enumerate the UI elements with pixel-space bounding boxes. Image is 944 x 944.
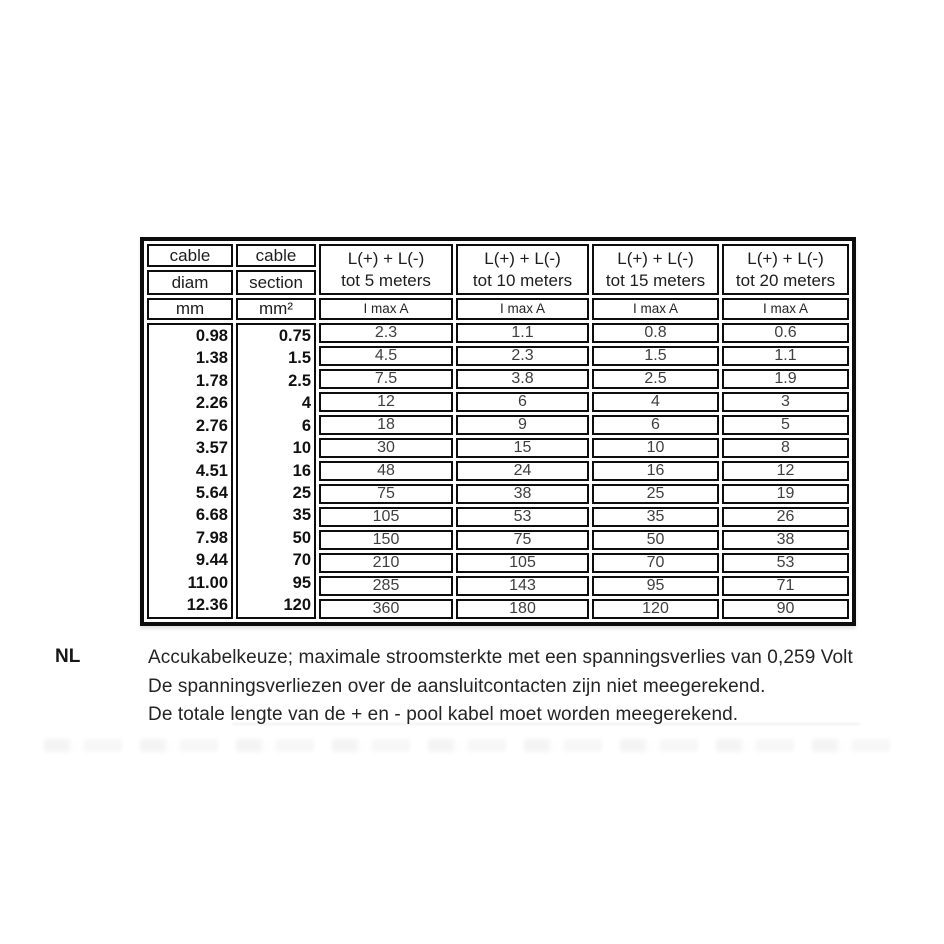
header-length-10m-line2: tot 10 meters xyxy=(472,270,573,290)
imax-cell: 9 xyxy=(456,415,589,435)
diam-value: 9.44 xyxy=(195,551,228,570)
imax-cell: 143 xyxy=(456,576,589,596)
diam-value: 4.51 xyxy=(195,461,228,480)
imax-cell: 75 xyxy=(319,484,453,504)
imax-cell: 7.5 xyxy=(319,369,453,389)
header-length-10m xyxy=(456,244,589,295)
header-col2-unit: mm² xyxy=(236,298,316,320)
diam-value: 1.38 xyxy=(195,349,228,368)
imax-cell: 16 xyxy=(592,461,719,481)
diam-value: 0.98 xyxy=(195,326,228,345)
imax-cell: 8 xyxy=(722,438,849,458)
section-value: 16 xyxy=(292,461,311,480)
scan-ghost-line xyxy=(232,723,860,725)
header-imax-5m: I max A xyxy=(319,298,453,320)
imax-cell: 105 xyxy=(456,553,589,573)
header-imax-20m: I max A xyxy=(722,298,849,320)
imax-cell: 150 xyxy=(319,530,453,550)
imax-cell: 75 xyxy=(456,530,589,550)
section-value: 1.5 xyxy=(288,349,311,368)
imax-cell: 53 xyxy=(456,507,589,527)
diam-value: 5.64 xyxy=(195,484,228,503)
table-header-row-units xyxy=(147,298,849,320)
imax-cell: 12 xyxy=(722,461,849,481)
imax-cell: 25 xyxy=(592,484,719,504)
imax-cell: 95 xyxy=(592,576,719,596)
section-values-column xyxy=(236,323,316,619)
header-length-15m-line2: tot 15 meters xyxy=(605,270,706,290)
section-value: 10 xyxy=(292,439,311,458)
header-length-15m xyxy=(592,244,719,295)
imax-cell: 0.8 xyxy=(592,323,719,343)
section-value: 6 xyxy=(301,416,311,435)
imax-cell: 15 xyxy=(456,438,589,458)
imax-cell: 30 xyxy=(319,438,453,458)
header-imax-10m: I max A xyxy=(456,298,589,320)
imax-cell: 1.5 xyxy=(592,346,719,366)
imax-cell: 10 xyxy=(592,438,719,458)
imax-cell: 2.3 xyxy=(319,323,453,343)
imax-cell: 24 xyxy=(456,461,589,481)
diam-value: 11.00 xyxy=(187,573,228,592)
table-header-row-1 xyxy=(147,244,849,267)
header-length-10m-line1: L(+) + L(-) xyxy=(484,248,561,268)
imax-cell: 48 xyxy=(319,461,453,481)
imax-cell: 38 xyxy=(722,530,849,550)
section-values-stack xyxy=(238,325,314,617)
cable-current-table xyxy=(140,237,856,626)
imax-cell: 90 xyxy=(722,599,849,619)
section-value: 4 xyxy=(301,394,311,413)
imax-cell: 360 xyxy=(319,599,453,619)
imax-cell: 1.1 xyxy=(456,323,589,343)
header-length-5m-line1: L(+) + L(-) xyxy=(347,248,425,268)
header-imax-15m: I max A xyxy=(592,298,719,320)
imax-cell: 38 xyxy=(456,484,589,504)
section-value: 0.75 xyxy=(278,326,311,345)
diam-value: 3.57 xyxy=(195,439,228,458)
imax-cell: 120 xyxy=(592,599,719,619)
section-value: 70 xyxy=(292,551,311,570)
table-row xyxy=(147,323,849,343)
header-length-15m-line1: L(+) + L(-) xyxy=(617,248,694,268)
section-value: 35 xyxy=(292,506,311,525)
header-length-5m xyxy=(319,244,453,295)
imax-cell: 1.9 xyxy=(722,369,849,389)
imax-cell: 12 xyxy=(319,392,453,412)
imax-cell: 53 xyxy=(722,553,849,573)
diam-value: 6.68 xyxy=(195,506,228,525)
imax-cell: 26 xyxy=(722,507,849,527)
footer-note-line: De totale lengte van de + en - pool kabel moet worden meegerekend. xyxy=(148,704,739,725)
section-value: 2.5 xyxy=(288,371,311,390)
imax-cell: 70 xyxy=(592,553,719,573)
imax-cell: 4 xyxy=(592,392,719,412)
footer-note-line: Accukabelkeuze; maximale stroomsterkte met een spanningsverlies van 0,259 Volt xyxy=(148,647,853,668)
imax-cell: 6 xyxy=(456,392,589,412)
section-value: 120 xyxy=(283,596,311,615)
diam-value: 12.36 xyxy=(186,596,228,615)
header-col1-mid: diam xyxy=(147,270,233,295)
imax-cell: 18 xyxy=(319,415,453,435)
imax-cell: 4.5 xyxy=(319,346,453,366)
language-label: NL xyxy=(55,646,81,667)
imax-cell: 210 xyxy=(319,553,453,573)
imax-cell: 35 xyxy=(592,507,719,527)
diam-value: 1.78 xyxy=(195,371,228,390)
section-value: 95 xyxy=(292,573,311,592)
imax-cell: 3.8 xyxy=(456,369,589,389)
imax-cell: 50 xyxy=(592,530,719,550)
header-col1-top: cable xyxy=(147,244,233,267)
header-length-20m-line1: L(+) + L(-) xyxy=(747,248,824,268)
diam-value: 2.76 xyxy=(195,416,228,435)
header-col1-unit: mm xyxy=(147,298,233,320)
header-length-20m-line2: tot 20 meters xyxy=(735,270,836,290)
imax-cell: 2.3 xyxy=(456,346,589,366)
imax-cell: 0.6 xyxy=(722,323,849,343)
imax-cell: 5 xyxy=(722,415,849,435)
diam-value: 7.98 xyxy=(195,528,228,547)
imax-cell: 2.5 xyxy=(592,369,719,389)
imax-cell: 71 xyxy=(722,576,849,596)
footer-note-line: De spanningsverliezen over de aansluitcontacten zijn niet meegerekend. xyxy=(148,675,766,697)
imax-cell: 285 xyxy=(319,576,453,596)
imax-cell: 1.1 xyxy=(722,346,849,366)
imax-cell: 3 xyxy=(722,392,849,412)
section-value: 50 xyxy=(292,528,311,547)
footer-note xyxy=(148,644,908,730)
diam-values-stack xyxy=(149,325,231,617)
diam-values-column xyxy=(147,323,233,619)
section-value: 25 xyxy=(292,484,311,503)
header-col2-top: cable xyxy=(236,244,316,267)
header-length-5m-line2: tot 5 meters xyxy=(341,270,431,290)
diam-value: 2.26 xyxy=(195,394,228,413)
header-col2-mid: section xyxy=(236,270,316,295)
scan-ghost-smudge xyxy=(44,739,894,752)
imax-cell: 6 xyxy=(592,415,719,435)
imax-cell: 19 xyxy=(722,484,849,504)
header-length-20m xyxy=(722,244,849,295)
imax-cell: 180 xyxy=(456,599,589,619)
imax-cell: 105 xyxy=(319,507,453,527)
